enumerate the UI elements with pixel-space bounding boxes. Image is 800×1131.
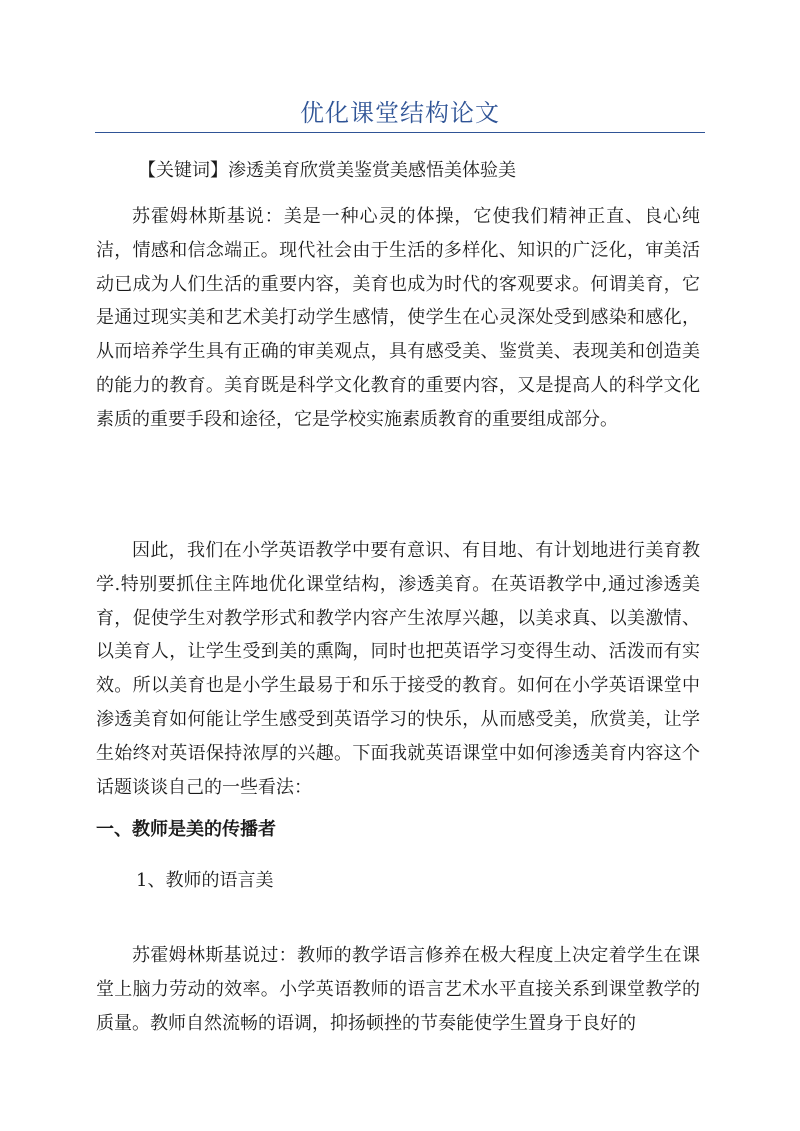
title-underline	[95, 132, 705, 133]
keywords-line: 【关键词】渗透美育欣赏美鉴赏美感悟美体验美	[138, 160, 516, 181]
document-title: 优化课堂结构论文	[300, 99, 500, 127]
body-paragraph: 苏霍姆林斯基说过：教师的教学语言修养在极大程度上决定着学生在课堂上脑力劳动的效率。小学英语教师的语言艺术水平直接关系到课堂教学的质量。教师自然流畅的语调，抑扬顿挫的节奏能使学生置身于良好的	[96, 945, 700, 1034]
subsection-heading: 1、教师的语言美	[136, 870, 274, 891]
body-paragraph: 因此，我们在小学英语教学中要有意识、有目地、有计划地进行美育教学.特别要抓住主阵地优化课堂结构，渗透美育。在英语教学中,通过渗透美育，促使学生对教学形式和教学内容产生浓厚兴趣，以美求真、以美激情、以美育人，让学生受到美的熏陶，同时也把英语学习变得生动、活泼而有实效。所以美育也是小学生最易于和乐于接受的教育。如何在小学英语课堂中渗透美育如何能让学生感受到英语学习的快乐，从而感受美，欣赏美，让学生始终对英语保持浓厚的兴趣。下面我就英语课堂中如何渗透美育内容这个话题谈谈自己的一些看法：	[96, 540, 700, 798]
section-heading: 一、教师是美的传播者	[96, 819, 276, 840]
body-paragraph: 苏霍姆林斯基说：美是一种心灵的体操，它使我们精神正直、良心纯洁，情感和信念端正。现代社会由于生活的多样化、知识的广泛化，审美活动已成为人们生活的重要内容，美育也成为时代的客观要求。何谓美育，它是通过现实美和艺术美打动学生感情，使学生在心灵深处受到感染和感化，从而培养学生具有正确的审美观点，具有感受美、鉴赏美、表现美和创造美的能力的教育。美育既是科学文化教育的重要内容，又是提高人的科学文化素质的重要手段和途径，它是学校实施素质教育的重要组成部分。	[96, 206, 700, 430]
